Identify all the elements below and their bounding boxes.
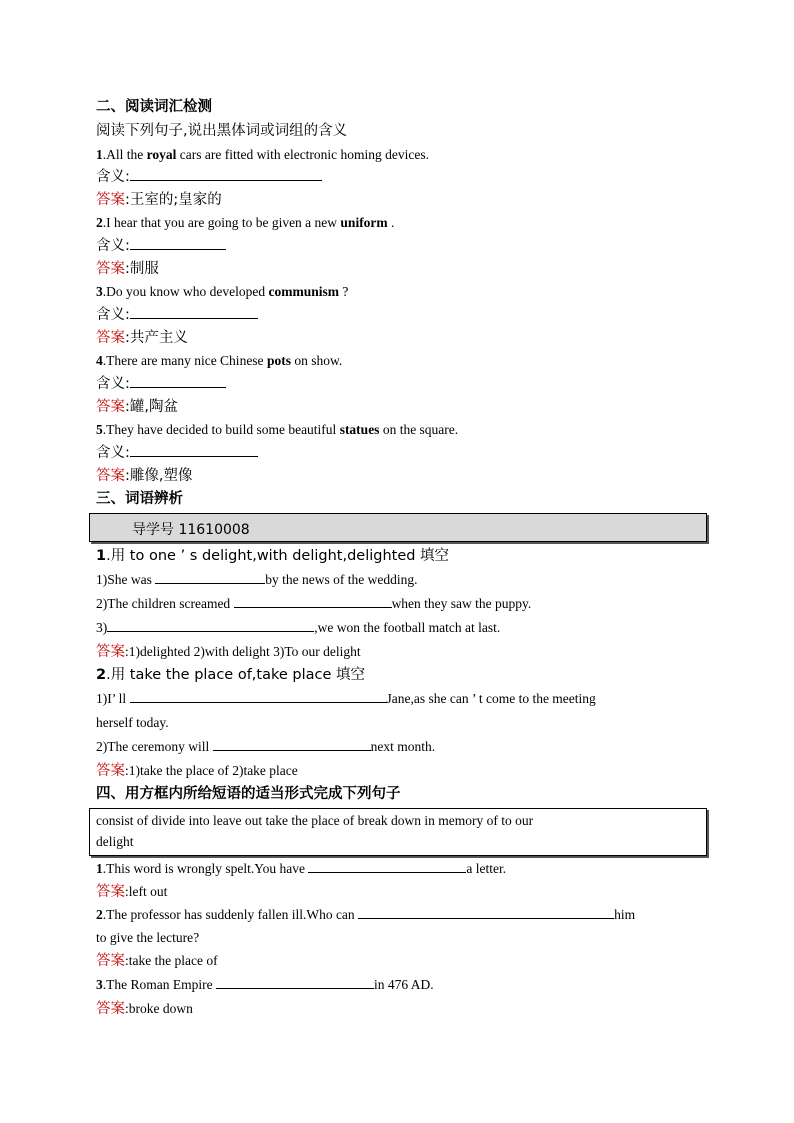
part-2-instruction: 2.用 take the place of,take place 填空 [96, 667, 366, 683]
blank-field [130, 168, 322, 181]
part-2-item-1-cont: herself today. [96, 715, 169, 730]
part-1-item-2: 2)The children screamed when they saw the puppy. [96, 596, 532, 611]
sec4-question-3: 3.The Roman Empire in 476 AD. [96, 977, 434, 992]
sec4-question-1: 1.This word is wrongly spelt.You have a letter. [96, 861, 507, 876]
guide-number-box [89, 513, 707, 542]
part-2-item-2: 2)The ceremony will next month. [96, 739, 436, 754]
sec4-answer-1: 答案:left out [96, 884, 168, 900]
sec4-answer-3: 答案:broke down [96, 1001, 193, 1017]
blank-field [155, 571, 265, 584]
blank-field [308, 860, 466, 873]
question-2: 2.I hear that you are going to be given a new uniform . [96, 215, 395, 230]
question-4: 4.There are many nice Chinese pots on show. [96, 353, 343, 368]
answer-line-2: 答案:制服 [96, 261, 159, 277]
blank-field [216, 976, 374, 989]
meaning-line-5: 含义: [96, 444, 258, 462]
phrase-box-line-2: delight [96, 834, 134, 849]
part-1-item-3: 3) ,we won the football match at last. [96, 620, 501, 635]
sec4-answer-2: 答案:take the place of [96, 953, 218, 969]
part-1-instruction: 1.用 to one ’ s delight,with delight,delighted 填空 [96, 548, 450, 564]
part-2-item-1: 1)I’ ll Jane,as she can ’ t come to the meeting [96, 691, 596, 706]
answer-line-5: 答案:雕像,塑像 [96, 468, 193, 484]
sec4-question-2-cont: to give the lecture? [96, 930, 200, 945]
guide-number: 导学号 11610008 [132, 522, 250, 538]
section-heading-reading-vocab: 二、阅读词汇检测 [96, 99, 212, 115]
meaning-line-3: 含义: [96, 306, 258, 324]
blank-field [130, 237, 226, 250]
answer-line-4: 答案:罐,陶盆 [96, 399, 178, 415]
question-1: 1.All the royal cars are fitted with electronic homing devices. [96, 147, 430, 162]
blank-field [107, 619, 314, 632]
phrase-box [89, 808, 707, 856]
meaning-line-1: 含义: [96, 168, 322, 186]
part-1-item-1: 1)She was by the news of the wedding. [96, 572, 418, 587]
section-heading-complete-sentences: 四、用方框内所给短语的适当形式完成下列句子 [96, 786, 401, 802]
meaning-line-4: 含义: [96, 375, 226, 393]
part-1-answer: 答案:1)delighted 2)with delight 3)To our delight [96, 644, 361, 660]
part-2-answer: 答案:1)take the place of 2)take place [96, 763, 298, 779]
blank-field [130, 690, 387, 703]
answer-line-1: 答案:王室的;皇家的 [96, 192, 222, 208]
question-3: 3.Do you know who developed communism ? [96, 284, 349, 299]
question-5: 5.They have decided to build some beautiful statues on the square. [96, 422, 459, 437]
blank-field [213, 738, 371, 751]
blank-field [358, 906, 614, 919]
phrase-box-line-1: consist of divide into leave out take the place of break down in memory of to our [96, 813, 534, 828]
blank-field [234, 595, 392, 608]
section-heading-word-analysis: 三、词语辨析 [96, 491, 183, 507]
meaning-line-2: 含义: [96, 237, 226, 255]
answer-line-3: 答案:共产主义 [96, 330, 188, 346]
blank-field [130, 375, 226, 388]
sec4-question-2: 2.The professor has suddenly fallen ill.Who can him [96, 907, 636, 922]
blank-field [130, 444, 258, 457]
section-instruction: 阅读下列句子,说出黑体词或词组的含义 [96, 123, 348, 139]
blank-field [130, 306, 258, 319]
